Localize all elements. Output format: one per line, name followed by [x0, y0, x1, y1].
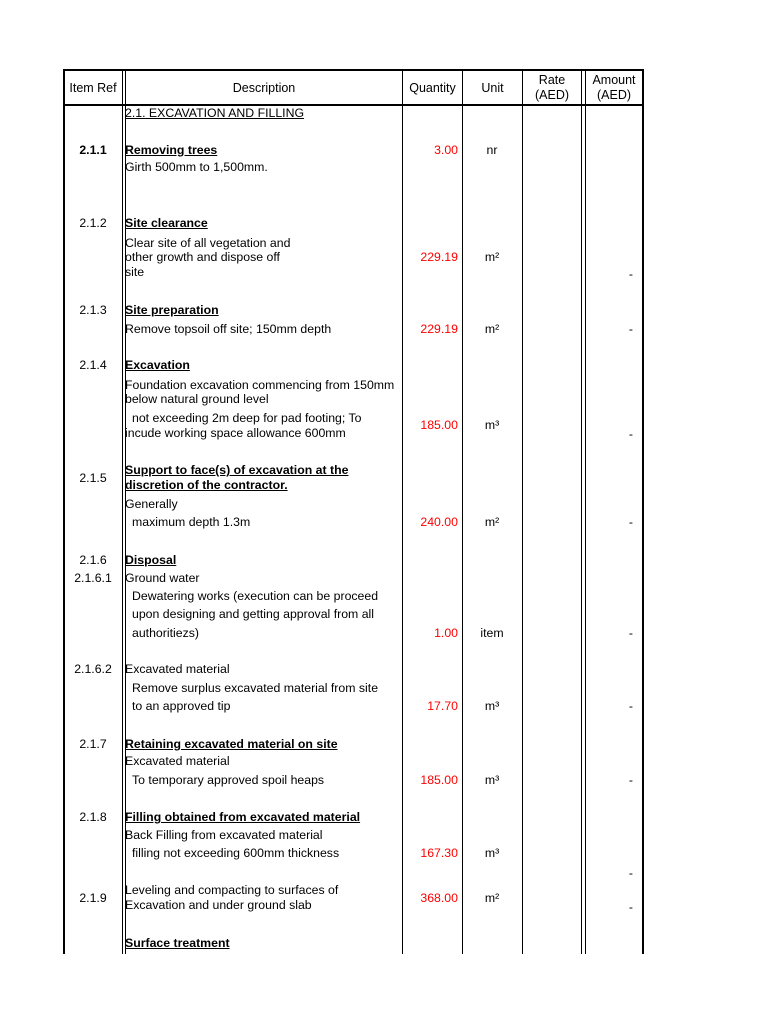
item-quantity: 240.00 [420, 515, 458, 529]
item-title: Removing trees [125, 143, 218, 157]
item-title: Filling obtained from excavated material [125, 810, 361, 824]
item-description: Generally [125, 497, 178, 511]
item-description: To temporary approved spoil heaps [132, 773, 325, 787]
item-description: Remove surplus excavated material from site [132, 681, 379, 695]
item-quantity: 1.00 [434, 626, 458, 640]
item-quantity: 368.00 [420, 891, 458, 905]
column-divider [581, 69, 582, 954]
item-ref: 2.1.6.1 [74, 571, 112, 585]
item-description: Girth 500mm to 1,500mm. [125, 160, 268, 174]
item-title: Support to face(s) of excavation at the [125, 463, 349, 477]
item-title: Retaining excavated material on site [125, 737, 338, 751]
item-ref: 2.1.8 [79, 810, 107, 824]
item-title: Disposal [125, 553, 177, 567]
item-description: incude working space allowance 600mm [125, 426, 346, 440]
item-description: Ground water [125, 571, 200, 585]
item-description: to an approved tip [132, 699, 231, 713]
item-quantity: 167.30 [420, 846, 458, 860]
item-unit: m² [484, 322, 500, 336]
section-title: 2.1. EXCAVATION AND FILLING [125, 106, 305, 120]
item-description: other growth and dispose off [125, 250, 280, 264]
item-unit: m² [484, 515, 500, 529]
item-amount: - [628, 773, 633, 787]
item-amount: - [628, 267, 633, 281]
item-quantity: 185.00 [420, 773, 458, 787]
column-divider [462, 69, 463, 954]
item-description: upon designing and getting approval from all [132, 607, 375, 621]
item-description: Clear site of all vegetation and [125, 236, 291, 250]
header-unit: Unit [481, 80, 504, 95]
item-unit: m³ [484, 846, 500, 860]
item-quantity: 229.19 [420, 322, 458, 336]
item-description: Dewatering works (execution can be proceed [132, 589, 379, 603]
item-unit: m³ [484, 773, 500, 787]
item-description: Back Filling from excavated material [125, 828, 323, 842]
item-unit: m³ [484, 418, 500, 432]
item-description: Excavated material [125, 754, 230, 768]
item-description: authoritiezs) [132, 626, 199, 640]
item-amount: - [628, 900, 633, 914]
header-item-ref: Item Ref [69, 80, 117, 95]
item-description: below natural ground level [125, 392, 269, 406]
item-ref: 2.1.6.2 [74, 662, 112, 676]
item-ref: 2.1.6 [79, 553, 107, 567]
item-ref: 2.1.7 [79, 737, 107, 751]
item-quantity: 17.70 [427, 699, 458, 713]
item-amount: - [628, 866, 633, 880]
item-title: Site clearance [125, 216, 208, 230]
item-unit: m³ [484, 699, 500, 713]
item-description: Remove topsoil off site; 150mm depth [125, 322, 332, 336]
item-description: site [125, 265, 145, 279]
item-ref: 2.1.5 [79, 471, 107, 485]
item-amount: - [628, 515, 633, 529]
column-divider [402, 69, 403, 954]
item-unit: m² [484, 891, 500, 905]
item-title: discretion of the contractor. [125, 478, 288, 492]
item-title: Surface treatment [125, 936, 230, 950]
item-ref: 2.1.3 [79, 303, 107, 317]
item-title: Excavation [125, 358, 190, 372]
item-amount: - [628, 322, 633, 336]
item-unit: m² [484, 250, 500, 264]
item-amount: - [628, 427, 633, 441]
item-amount: - [628, 626, 633, 640]
item-ref: 2.1.1 [79, 143, 107, 157]
item-description: maximum depth 1.3m [132, 515, 251, 529]
item-unit: nr [486, 143, 498, 157]
item-amount: - [628, 699, 633, 713]
item-description: Excavation and under ground slab [125, 898, 312, 912]
item-description: Leveling and compacting to surfaces of [125, 883, 339, 897]
item-ref: 2.1.2 [79, 216, 107, 230]
item-unit: item [480, 626, 504, 640]
column-divider [585, 69, 586, 954]
header-description: Description [232, 80, 296, 95]
item-description: filling not exceeding 600mm thickness [132, 846, 340, 860]
item-ref: 2.1.9 [79, 891, 107, 905]
header-quantity: Quantity [409, 80, 456, 95]
item-ref: 2.1.4 [79, 358, 107, 372]
header-rate: Rate (AED) [534, 73, 570, 102]
header-amount: Amount (AED) [592, 73, 636, 102]
item-description: Foundation excavation commencing from 150mm [125, 378, 395, 392]
column-divider [522, 69, 523, 954]
item-quantity: 3.00 [434, 143, 458, 157]
column-divider [122, 69, 123, 954]
item-description: not exceeding 2m deep for pad footing; To [132, 411, 362, 425]
item-title: Site preparation [125, 303, 219, 317]
item-quantity: 185.00 [420, 418, 458, 432]
item-description: Excavated material [125, 662, 230, 676]
item-quantity: 229.19 [420, 250, 458, 264]
